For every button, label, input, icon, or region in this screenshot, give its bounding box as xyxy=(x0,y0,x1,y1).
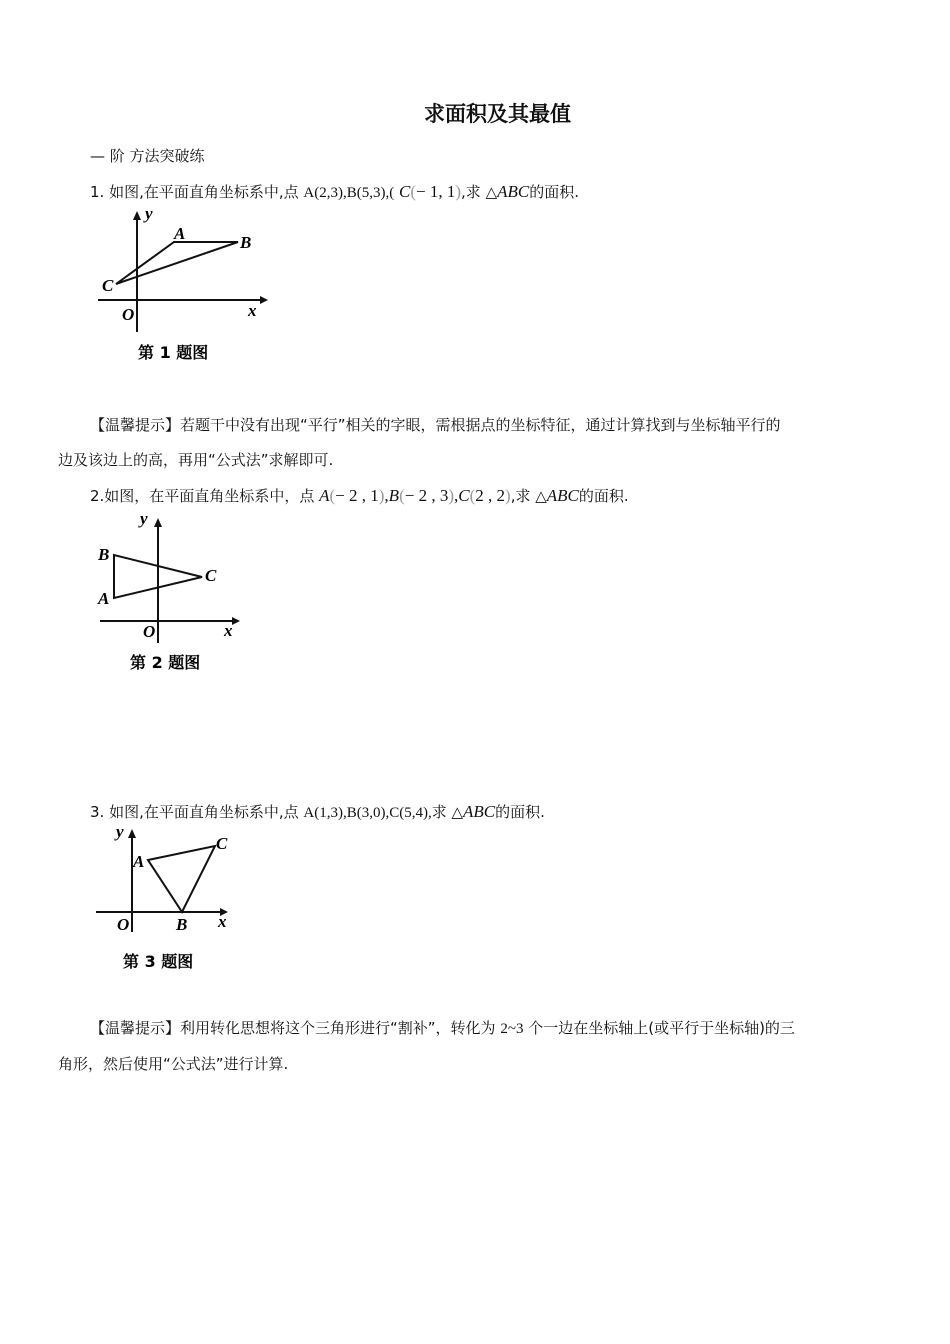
fig3-label-a: A xyxy=(133,852,145,871)
q1-triangle: ABC xyxy=(497,182,530,201)
q1-c-label: C xyxy=(399,182,411,201)
page-title: 求面积及其最值 xyxy=(424,102,571,126)
fig1-label-b: B xyxy=(240,233,252,252)
q3-suffix-pre: 求 △ xyxy=(431,803,464,821)
tip1-line2: 边及该边上的高，再用“公式法”求解即可. xyxy=(58,451,334,469)
q1-suffix: 的面积. xyxy=(529,183,579,201)
question-3 xyxy=(90,801,545,822)
fig2-y-arrow xyxy=(154,518,162,527)
q1-c-close: ) xyxy=(455,182,462,201)
q3-triangle: ABC xyxy=(463,802,496,821)
tip2-line1 xyxy=(58,1011,908,1047)
fig2-y-label: y xyxy=(140,509,148,528)
q2-c-value: 2 , 2 xyxy=(475,486,506,505)
q2-c-open: ( xyxy=(469,486,476,505)
question-2 xyxy=(90,485,629,506)
tip2-line1-a: 【温馨提示】利用转化思想将这个三角形进行“割补”，转化为 xyxy=(90,1019,501,1037)
q2-b-value: − 2 , 3 xyxy=(404,486,449,505)
tip2-line2: 角形，然后使用“公式法”进行计算. xyxy=(58,1055,289,1073)
fig2-origin-label: O xyxy=(143,622,156,641)
fig3-label-c: C xyxy=(216,834,228,853)
q2-suffix-pre: ,求 △ xyxy=(510,487,547,505)
q2-a-open: ( xyxy=(329,486,336,505)
q3-prefix: 3. 如图,在平面直角坐标系中,点 xyxy=(90,803,304,821)
fig3-y-label: y xyxy=(116,822,124,841)
fig1-triangle xyxy=(116,242,238,284)
tip2-line1-b: 个一边在坐标轴上(或平行于坐标轴)的三 xyxy=(523,1019,795,1037)
fig1-caption: 第 1 题图 xyxy=(138,343,209,362)
q1-coords: A(2,3),B(5,3),( xyxy=(303,185,395,201)
tip-2 xyxy=(58,1011,908,1082)
figure-2 xyxy=(90,505,260,680)
q3-coords: A(1,3),B(3,0),C(5,4), xyxy=(303,805,432,821)
fig3-triangle xyxy=(148,846,215,912)
q2-a-label: A xyxy=(319,486,330,505)
figure-1 xyxy=(90,200,280,370)
fig1-label-a: A xyxy=(174,224,186,243)
fig1-x-label: x xyxy=(248,301,257,320)
fig2-label-b: B xyxy=(98,545,110,564)
q1-c-value: − 1, 1 xyxy=(416,182,456,201)
question-1 xyxy=(90,181,579,202)
q2-b-open: ( xyxy=(399,486,405,505)
q2-b-label: B xyxy=(388,486,400,505)
q2-c-close: ) xyxy=(505,486,511,505)
fig3-y-arrow xyxy=(128,829,136,838)
q2-prefix: 2.如图，在平面直角坐标系中，点 xyxy=(90,487,320,505)
q2-a-value: − 2 , 1 xyxy=(335,486,379,505)
q2-a-close: ) xyxy=(378,486,385,505)
tip-1 xyxy=(58,408,908,478)
fig1-origin-label: O xyxy=(122,305,135,324)
q2-b-close: ) xyxy=(448,486,454,505)
q2-sep-1: , xyxy=(384,486,389,505)
fig1-y-arrow xyxy=(133,211,141,220)
fig2-label-c: C xyxy=(205,566,217,585)
fig3-label-b: B xyxy=(176,915,188,934)
section-heading: — 阶 方法突破练 xyxy=(90,147,205,165)
fig2-caption: 第 2 题图 xyxy=(130,653,201,672)
q1-prefix: 1. 如图,在平面直角坐标系中,点 xyxy=(90,183,304,201)
q2-triangle: ABC xyxy=(546,486,579,505)
fig3-caption: 第 3 题图 xyxy=(123,952,194,971)
fig2-label-a: A xyxy=(98,589,110,608)
fig3-origin-label: O xyxy=(117,915,130,934)
fig2-x-label: x xyxy=(224,621,233,640)
q2-c-label: C xyxy=(458,486,470,505)
q2-sep-2: , xyxy=(454,486,459,505)
figure-3 xyxy=(90,820,250,980)
fig1-x-arrow xyxy=(260,296,268,304)
fig1-label-c: C xyxy=(102,276,114,295)
fig1-y-label: y xyxy=(145,204,153,223)
q1-suffix-pre: ,求 △ xyxy=(461,183,498,201)
q1-c-open: ( xyxy=(410,182,417,201)
q2-suffix: 的面积. xyxy=(578,487,629,505)
q3-suffix: 的面积. xyxy=(495,803,545,821)
tip2-range: 2~3 xyxy=(500,1021,524,1037)
fig2-x-arrow xyxy=(232,617,240,625)
tip1-line1: 【温馨提示】若题干中没有出现“平行”相关的字眼，需根据点的坐标特征，通过计算找到与坐标轴平行的 xyxy=(90,416,781,434)
fig3-x-label: x xyxy=(218,912,227,931)
